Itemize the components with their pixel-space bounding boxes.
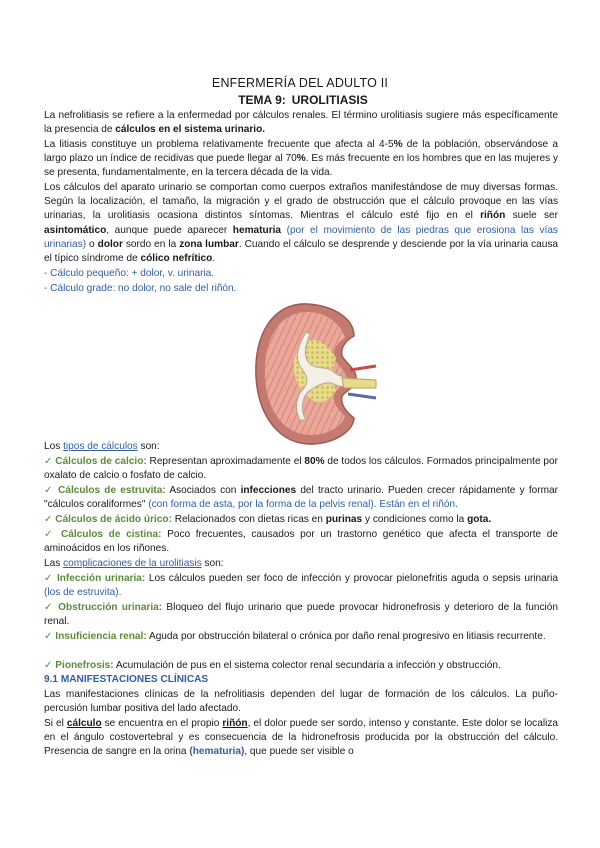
check-icon: ✓ bbox=[44, 573, 54, 584]
topic-title: UROLITIASIS bbox=[291, 93, 368, 107]
check-icon: ✓ bbox=[44, 660, 53, 671]
check-icon: ✓ bbox=[44, 514, 53, 525]
section-heading-9-1: 9.1 MANIFESTACIONES CLÍNICAS bbox=[44, 674, 209, 685]
ureter bbox=[342, 378, 376, 388]
renal-vein bbox=[348, 394, 376, 398]
course-title: ENFERMERÍA DEL ADULTO II bbox=[211, 76, 389, 90]
kidney-cross-section-illustration bbox=[250, 300, 378, 448]
check-icon: ✓ bbox=[44, 631, 53, 642]
types-link[interactable]: tipos de cálculos bbox=[63, 441, 138, 452]
check-icon: ✓ bbox=[44, 456, 53, 467]
list-item-infection: ✓ Infección urinaria: Los cálculos pueden ser foco de infección y provocar pielonefritis aguda o sepsis urinaria (los de estruvita). bbox=[44, 573, 558, 599]
intro-paragraph-1: La nefrolitiasis se refiere a la enfermedad por cálculos renales. El término urolitiasis sugiere más específicamente la presencia de cálculos en el sistema urinario. bbox=[44, 110, 558, 136]
list-item-uric-acid: ✓ Cálculos de ácido úrico: Relacionados con dietas ricas en purinas y condiciones como la gota. bbox=[44, 514, 492, 525]
list-item-renal-failure: ✓ Insuficiencia renal: Aguda por obstrucción bilateral o crónica por daño renal progresivo en litiasis recurrente. bbox=[44, 631, 546, 642]
list-item-obstruction: ✓ Obstrucción urinaria: Bloqueo del flujo urinario que puede provocar hidronefrosis y deterioro de la función renal. bbox=[44, 602, 559, 628]
section-9-1-paragraph-2: Si el cálculo se encuentra en el propio riñón, el dolor puede ser sordo, intenso y constante. Este dolor se localiza en el ángulo costovertebral y es consecuencia de la hidronefrosis producida por la obstrucción del cálculo. Presencia de sangre en la orina (hematuria), que puede ser visible o bbox=[44, 718, 558, 758]
list-item-calcium: ✓ Cálculos de calcio: Representan aproximadamente el 80% de todos los cálculos. Formados principalmente por oxalato de calcio o fosfato de calcio. bbox=[44, 456, 558, 482]
intro-paragraph-3: Los cálculos del aparato urinario se comportan como cuerpos extraños manifestándose de muy diversas formas. Según la localización, el tamaño, la migración y el grado de obstrucción que el cálculo provoque en las vías urinarias, la urolitiasis ocasiona distintos síntomas. Mientras el cálculo esté fijo en el riñón suele ser asintomático, aunque puede aparecer hematuria (por el movimiento de las piedras que erosiona las vías urinarias) o dolor sordo en la zona lumbar. Cuando el cálculo se desprende y desciende por la vía urinaria causa el típico síndrome de cólico nefrítico. bbox=[44, 182, 559, 265]
note-large-stone: - Cálculo grade: no dolor, no sale del riñón. bbox=[44, 283, 237, 294]
types-intro: Los tipos de cálculos son: bbox=[44, 441, 160, 452]
complications-link[interactable]: complicaciones de la urolitiasis bbox=[63, 558, 202, 569]
note-small-stone: - Cálculo pequeño: + dolor, v. urinaria. bbox=[44, 268, 215, 279]
list-item-pyonephrosis: ✓ Pionefrosis: Acumulación de pus en el sistema colector renal secundaria a infección y obstrucción. bbox=[44, 660, 501, 671]
topic-heading bbox=[0, 93, 600, 107]
list-item-struvite: ✓ Cálculos de estruvita: Asociados con infecciones del tracto urinario. Pueden crecer rápidamente y formar "cálculos coraliformes" (con forma de asta, por la forma de la pelvis renal). Están en el riñón. bbox=[44, 485, 558, 511]
check-icon: ✓ bbox=[44, 485, 54, 496]
topic-label: TEMA 9: bbox=[238, 93, 286, 107]
check-icon: ✓ bbox=[44, 529, 56, 540]
intro-paragraph-2: La litiasis constituye un problema relativamente frecuente que afecta al 4-5% de la población, observándose a largo plazo un índice de recidivas que puede llegar al 70%. Es más frecuente en los hombres que en las mujeres y se presenta, fundamentalmente, en la tercera década de la vida. bbox=[44, 139, 558, 179]
list-item-cystine: ✓ Cálculos de cistina: Poco frecuentes, causados por un trastorno genético que afecta el transporte de aminoácidos en los riñones. bbox=[44, 529, 559, 555]
section-9-1-paragraph-1: Las manifestaciones clínicas de la nefrolitiasis dependen del lugar de formación de los cálculos. La puño-percusión lumbar positiva del lado afectado. bbox=[44, 689, 558, 715]
renal-artery bbox=[350, 366, 376, 370]
complications-intro: Las complicaciones de la urolitiasis son: bbox=[44, 558, 224, 569]
check-icon: ✓ bbox=[44, 602, 54, 613]
